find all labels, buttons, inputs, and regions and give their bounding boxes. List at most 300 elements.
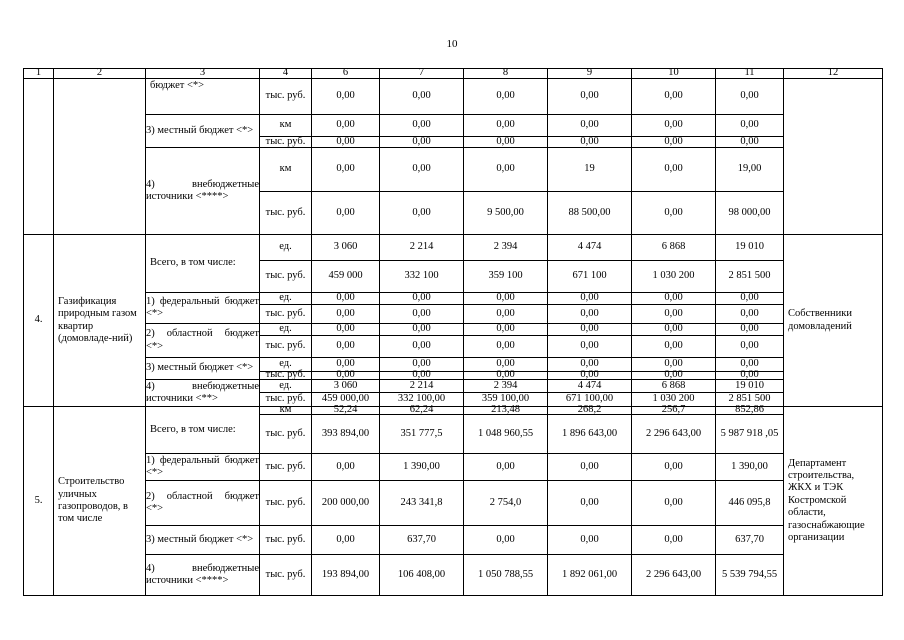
unit-cell (259, 480, 312, 526)
value-cell (715, 234, 784, 261)
value-cell (311, 234, 380, 261)
value-cell (631, 392, 716, 407)
unit-cell-text: тыс. руб. (265, 340, 306, 352)
value-cell-text: 3 060 (333, 379, 358, 391)
value-cell-text: 351 777,5 (400, 427, 443, 439)
source-cell (145, 147, 260, 235)
value-cell (715, 78, 784, 115)
value-cell-text: 4 474 (577, 241, 602, 253)
value-cell-text: 0,00 (740, 369, 759, 381)
source-cell (145, 292, 260, 324)
unit-cell-text: ед. (279, 358, 292, 370)
value-cell-text: 446 095,8 (728, 496, 771, 508)
value-cell (463, 260, 548, 293)
value-cell (715, 453, 784, 481)
value-cell (631, 525, 716, 555)
value-cell (311, 379, 380, 393)
value-cell (547, 480, 632, 526)
value-cell-text: 0,00 (412, 135, 431, 147)
source-cell (145, 554, 260, 596)
value-cell (715, 335, 784, 358)
value-cell-text: 243 341,8 (400, 496, 443, 508)
value-cell (631, 78, 716, 115)
value-cell-text: 62,24 (409, 404, 434, 416)
value-cell-text: 0,00 (496, 533, 515, 545)
value-cell (631, 147, 716, 192)
row-number (23, 406, 54, 596)
value-cell (631, 260, 716, 293)
value-cell (379, 480, 464, 526)
source-cell-text: 4) внебюджетные источники <**> (146, 380, 259, 404)
value-cell-text: 0,00 (412, 369, 431, 381)
value-cell-text: 0,00 (496, 119, 515, 131)
row-number-text: 4. (34, 314, 43, 326)
value-cell (463, 414, 548, 454)
unit-cell (259, 414, 312, 454)
source-cell-text: 3) местный бюджет <*> (146, 124, 254, 136)
value-cell-text: 671 100 (572, 270, 607, 282)
value-cell (715, 379, 784, 393)
value-cell-text: 0,00 (496, 369, 515, 381)
value-cell-text: 213,48 (491, 404, 520, 416)
value-cell-text: 0,00 (496, 307, 515, 319)
value-cell-text: 0,00 (664, 119, 683, 131)
value-cell-text: 0,00 (412, 323, 431, 335)
value-cell (715, 304, 784, 324)
value-cell (463, 453, 548, 481)
source-cell (145, 406, 260, 454)
value-cell-text: 0,00 (664, 307, 683, 319)
value-cell-text: 0,00 (412, 340, 431, 352)
value-cell-text: 0,00 (496, 135, 515, 147)
value-cell-text: 2 851 500 (728, 393, 771, 405)
value-cell (379, 114, 464, 137)
value-cell-text: 1 050 788,55 (477, 568, 534, 580)
value-cell-text: 4 474 (577, 379, 602, 391)
value-cell (631, 480, 716, 526)
value-cell-text: 0,00 (740, 119, 759, 131)
value-cell (631, 191, 716, 235)
unit-cell (259, 335, 312, 358)
unit-cell-text: ед. (279, 292, 292, 304)
unit-cell (259, 78, 312, 115)
value-cell-text: 98 000,00 (728, 206, 771, 218)
executor-cell (783, 234, 883, 407)
value-cell-text: 2 394 (493, 241, 518, 253)
source-cell (145, 480, 260, 526)
source-cell-text: 3) местный бюджет <*> (146, 533, 254, 545)
value-cell (547, 525, 632, 555)
value-cell-text: 0,00 (664, 292, 683, 304)
value-cell-text: 1 892 061,00 (561, 568, 618, 580)
value-cell-text: 459 000 (328, 270, 363, 282)
value-cell (547, 335, 632, 358)
value-cell-text: 88 500,00 (568, 206, 611, 218)
name-cell (53, 78, 146, 235)
value-cell (379, 379, 464, 393)
source-cell-text: 1) федеральный бюджет <*> (146, 454, 259, 478)
value-cell-text: 0,00 (580, 90, 599, 102)
source-cell-text: 4) внебюджетные источники <****> (146, 178, 259, 202)
source-cell (145, 234, 260, 293)
value-cell-text: 0,00 (740, 292, 759, 304)
unit-cell (259, 525, 312, 555)
value-cell-text: 0,00 (412, 206, 431, 218)
value-cell (311, 147, 380, 192)
value-cell-text: 19 010 (735, 241, 764, 253)
value-cell-text: 0,00 (664, 369, 683, 381)
value-cell (547, 234, 632, 261)
value-cell (379, 357, 464, 372)
source-cell-text: 1) федеральный бюджет <*> (146, 295, 259, 319)
value-cell-text: 0,00 (580, 369, 599, 381)
value-cell-text: 200 000,00 (321, 496, 370, 508)
unit-cell-text: км (279, 119, 292, 131)
value-cell (379, 260, 464, 293)
value-cell (379, 453, 464, 481)
value-cell (631, 554, 716, 596)
value-cell (715, 525, 784, 555)
value-cell (463, 379, 548, 393)
unit-cell-text: тыс. руб. (265, 460, 306, 472)
value-cell (715, 357, 784, 372)
value-cell-text: 6 868 (661, 241, 686, 253)
header-cell-text: 12 (827, 67, 839, 79)
value-cell-text: 19 (584, 163, 595, 175)
value-cell (463, 335, 548, 358)
value-cell-text: 0,00 (580, 135, 599, 147)
value-cell-text: 0,00 (336, 135, 355, 147)
value-cell-text: 0,00 (336, 460, 355, 472)
value-cell-text: 0,00 (336, 340, 355, 352)
value-cell (463, 357, 548, 372)
unit-cell (259, 453, 312, 481)
source-cell-text: 2) областной бюджет <*> (146, 490, 259, 514)
value-cell-text: 0,00 (580, 292, 599, 304)
value-cell-text: 637,70 (407, 533, 436, 545)
value-cell-text: 0,00 (336, 292, 355, 304)
value-cell (463, 525, 548, 555)
value-cell-text: 6 868 (661, 379, 686, 391)
value-cell-text: 0,00 (664, 90, 683, 102)
unit-cell-text: тыс. руб. (265, 393, 306, 405)
unit-cell (259, 114, 312, 137)
value-cell (547, 78, 632, 115)
value-cell-text: 0,00 (336, 369, 355, 381)
value-cell (311, 357, 380, 372)
source-cell-text: 3) местный бюджет <*> (146, 362, 254, 374)
value-cell-text: 0,00 (336, 163, 355, 175)
unit-cell (259, 357, 312, 372)
value-cell-text: 0,00 (496, 292, 515, 304)
value-cell (547, 414, 632, 454)
header-cell-text: 1 (35, 67, 42, 79)
value-cell (379, 234, 464, 261)
value-cell-text: 0,00 (664, 358, 683, 370)
num-cell (23, 78, 54, 235)
unit-cell (259, 379, 312, 393)
value-cell (311, 554, 380, 596)
source-cell (145, 379, 260, 407)
value-cell-text: 332 100 (404, 270, 439, 282)
source-cell (145, 323, 260, 358)
value-cell (463, 147, 548, 192)
value-cell (631, 379, 716, 393)
value-cell (547, 554, 632, 596)
executor-cell (783, 78, 883, 235)
unit-cell-text: тыс. руб. (265, 496, 306, 508)
value-cell (311, 453, 380, 481)
value-cell (715, 260, 784, 293)
unit-cell-text: тыс. руб. (265, 135, 306, 147)
unit-cell (259, 147, 312, 192)
value-cell-text: 2 754,0 (489, 496, 522, 508)
value-cell-text: 0,00 (664, 323, 683, 335)
value-cell-text: 0,00 (496, 323, 515, 335)
value-cell (715, 114, 784, 137)
activity-name (53, 406, 146, 596)
unit-cell-text: тыс. руб. (265, 533, 306, 545)
unit-cell-text: ед. (279, 323, 292, 335)
activity-name-text: Строительство уличных газопроводов, в том числе (58, 476, 129, 525)
value-cell (463, 234, 548, 261)
value-cell (311, 335, 380, 358)
value-cell-text: 0,00 (664, 135, 683, 147)
value-cell-text: 359 100,00 (481, 393, 530, 405)
value-cell-text: 0,00 (336, 119, 355, 131)
value-cell-text: 2 296 643,00 (645, 568, 702, 580)
value-cell-text: 268,2 (577, 404, 602, 416)
row-number-text: 5. (34, 494, 43, 506)
value-cell-text: 0,00 (580, 340, 599, 352)
activity-name-text: Газификация природным газом квартир (домовладе-ний) (58, 295, 137, 344)
unit-cell (259, 260, 312, 293)
value-cell-text: 256,7 (661, 404, 686, 416)
value-cell (311, 260, 380, 293)
value-cell (379, 78, 464, 115)
unit-cell-text: тыс. руб. (265, 90, 306, 102)
value-cell-text: 1 896 643,00 (561, 427, 618, 439)
source-cell (145, 114, 260, 148)
unit-cell-text: ед. (279, 379, 292, 391)
value-cell-text: 0,00 (664, 163, 683, 175)
value-cell-text: 0,00 (664, 340, 683, 352)
value-cell-text: 359 100 (488, 270, 523, 282)
value-cell (547, 114, 632, 137)
value-cell-text: 0,00 (664, 460, 683, 472)
value-cell-text: 0,00 (580, 533, 599, 545)
unit-cell-text: ед. (279, 241, 292, 253)
value-cell (379, 304, 464, 324)
value-cell (631, 304, 716, 324)
value-cell-text: 0,00 (412, 119, 431, 131)
value-cell-text: 0,00 (496, 163, 515, 175)
value-cell (463, 78, 548, 115)
value-cell-text: 2 394 (493, 379, 518, 391)
value-cell-text: 2 851 500 (728, 270, 771, 282)
value-cell (463, 480, 548, 526)
value-cell (715, 392, 784, 407)
executor-cell-text: Департамент строительства, ЖКХ и ТЭК Костромской области, газоснабжающие организации (788, 457, 865, 543)
value-cell-text: 0,00 (336, 206, 355, 218)
value-cell-text: 2 214 (409, 241, 434, 253)
value-cell-text: 0,00 (740, 323, 759, 335)
value-cell (379, 554, 464, 596)
value-cell (463, 191, 548, 235)
source-cell-text: бюджет <*> (150, 80, 205, 91)
value-cell-text: 459 000,00 (321, 393, 370, 405)
header-cell-text: 7 (418, 67, 425, 79)
value-cell (311, 392, 380, 407)
unit-cell-text: тыс. руб. (265, 427, 306, 439)
value-cell-text: 852,86 (735, 404, 764, 416)
value-cell (379, 191, 464, 235)
value-cell-text: 0,00 (740, 307, 759, 319)
value-cell (715, 480, 784, 526)
value-cell-text: 1 030 200 (652, 270, 695, 282)
unit-cell (259, 554, 312, 596)
value-cell (547, 392, 632, 407)
source-cell-text: Всего, в том числе: (150, 423, 236, 435)
source-cell-text: 2) областной бюджет <*> (146, 328, 259, 352)
value-cell (311, 304, 380, 324)
value-cell (631, 114, 716, 137)
value-cell (631, 234, 716, 261)
source-cell (145, 78, 260, 115)
unit-cell (259, 234, 312, 261)
value-cell (547, 357, 632, 372)
unit-cell-text: тыс. руб. (265, 307, 306, 319)
header-cell-text: 11 (744, 67, 755, 79)
unit-cell (259, 191, 312, 235)
value-cell-text: 5 539 794,55 (721, 568, 778, 580)
value-cell (463, 554, 548, 596)
value-cell-text: 19 010 (735, 379, 764, 391)
header-cell-text: 6 (342, 67, 349, 79)
unit-cell-text: тыс. руб. (265, 206, 306, 218)
value-cell-text: 0,00 (496, 460, 515, 472)
value-cell (463, 392, 548, 407)
source-cell-text: 4) внебюджетные источники <****> (146, 562, 259, 586)
unit-cell (259, 304, 312, 324)
value-cell-text: 106 408,00 (397, 568, 446, 580)
value-cell-text: 0,00 (740, 135, 759, 147)
header-cell-text: 8 (502, 67, 509, 79)
value-cell-text: 0,00 (664, 533, 683, 545)
unit-cell-text: тыс. руб. (265, 568, 306, 580)
executor-cell-text: Собственники домовладений (788, 308, 852, 332)
value-cell (547, 191, 632, 235)
value-cell-text: 0,00 (580, 460, 599, 472)
value-cell-text: 0,00 (336, 358, 355, 370)
value-cell (715, 191, 784, 235)
value-cell-text: 0,00 (496, 90, 515, 102)
value-cell (631, 414, 716, 454)
value-cell-text: 1 030 200 (652, 393, 695, 405)
unit-cell-text: км (279, 404, 292, 416)
value-cell (631, 335, 716, 358)
value-cell (715, 147, 784, 192)
value-cell (547, 147, 632, 192)
value-cell-text: 9 500,00 (487, 206, 524, 218)
value-cell-text: 0,00 (412, 90, 431, 102)
value-cell-text: 0,00 (412, 358, 431, 370)
value-cell-text: 0,00 (336, 533, 355, 545)
value-cell (311, 78, 380, 115)
value-cell (379, 525, 464, 555)
unit-cell-text: км (279, 163, 292, 175)
source-cell-text: Всего, в том числе: (150, 257, 236, 269)
value-cell-text: 1 048 960,55 (477, 427, 534, 439)
value-cell (631, 453, 716, 481)
value-cell-text: 1 390,00 (403, 460, 440, 472)
value-cell-text: 0,00 (740, 340, 759, 352)
value-cell (547, 453, 632, 481)
value-cell-text: 393 894,00 (321, 427, 370, 439)
value-cell-text: 671 100,00 (565, 393, 614, 405)
value-cell (311, 525, 380, 555)
value-cell-text: 0,00 (664, 496, 683, 508)
unit-cell-text: тыс. руб. (265, 270, 306, 282)
value-cell-text: 0,00 (496, 358, 515, 370)
value-cell-text: 637,70 (735, 533, 764, 545)
value-cell (379, 335, 464, 358)
value-cell-text: 0,00 (580, 307, 599, 319)
value-cell-text: 0,00 (412, 292, 431, 304)
header-cell-text: 9 (586, 67, 593, 79)
value-cell-text: 3 060 (333, 241, 358, 253)
value-cell-text: 332 100,00 (397, 393, 446, 405)
value-cell-text: 5 987 918 ,05 (720, 427, 779, 439)
header-cell-text: 3 (199, 67, 206, 79)
header-cell-text: 4 (282, 67, 289, 79)
value-cell-text: 0,00 (336, 323, 355, 335)
value-cell-text: 0,00 (580, 358, 599, 370)
value-cell-text: 0,00 (740, 358, 759, 370)
source-cell (145, 525, 260, 555)
value-cell-text: 0,00 (664, 206, 683, 218)
value-cell-text: 193 894,00 (321, 568, 370, 580)
page-number: 10 (446, 38, 458, 50)
value-cell (463, 114, 548, 137)
source-cell (145, 453, 260, 481)
value-cell (463, 304, 548, 324)
value-cell (379, 414, 464, 454)
unit-cell (259, 392, 312, 407)
value-cell (715, 554, 784, 596)
value-cell (311, 480, 380, 526)
value-cell-text: 0,00 (412, 163, 431, 175)
executor-cell (783, 406, 883, 596)
value-cell-text: 0,00 (336, 307, 355, 319)
value-cell-text: 0,00 (336, 90, 355, 102)
value-cell (547, 379, 632, 393)
value-cell-text: 0,00 (740, 90, 759, 102)
program-table (23, 68, 882, 595)
value-cell (311, 114, 380, 137)
value-cell-text: 0,00 (580, 496, 599, 508)
value-cell (379, 392, 464, 407)
value-cell (547, 304, 632, 324)
value-cell-text: 0,00 (412, 307, 431, 319)
source-cell (145, 357, 260, 380)
value-cell (311, 191, 380, 235)
value-cell-text: 2 296 643,00 (645, 427, 702, 439)
activity-name (53, 234, 146, 407)
value-cell (311, 414, 380, 454)
value-cell-text: 0,00 (580, 119, 599, 131)
value-cell (715, 414, 784, 454)
